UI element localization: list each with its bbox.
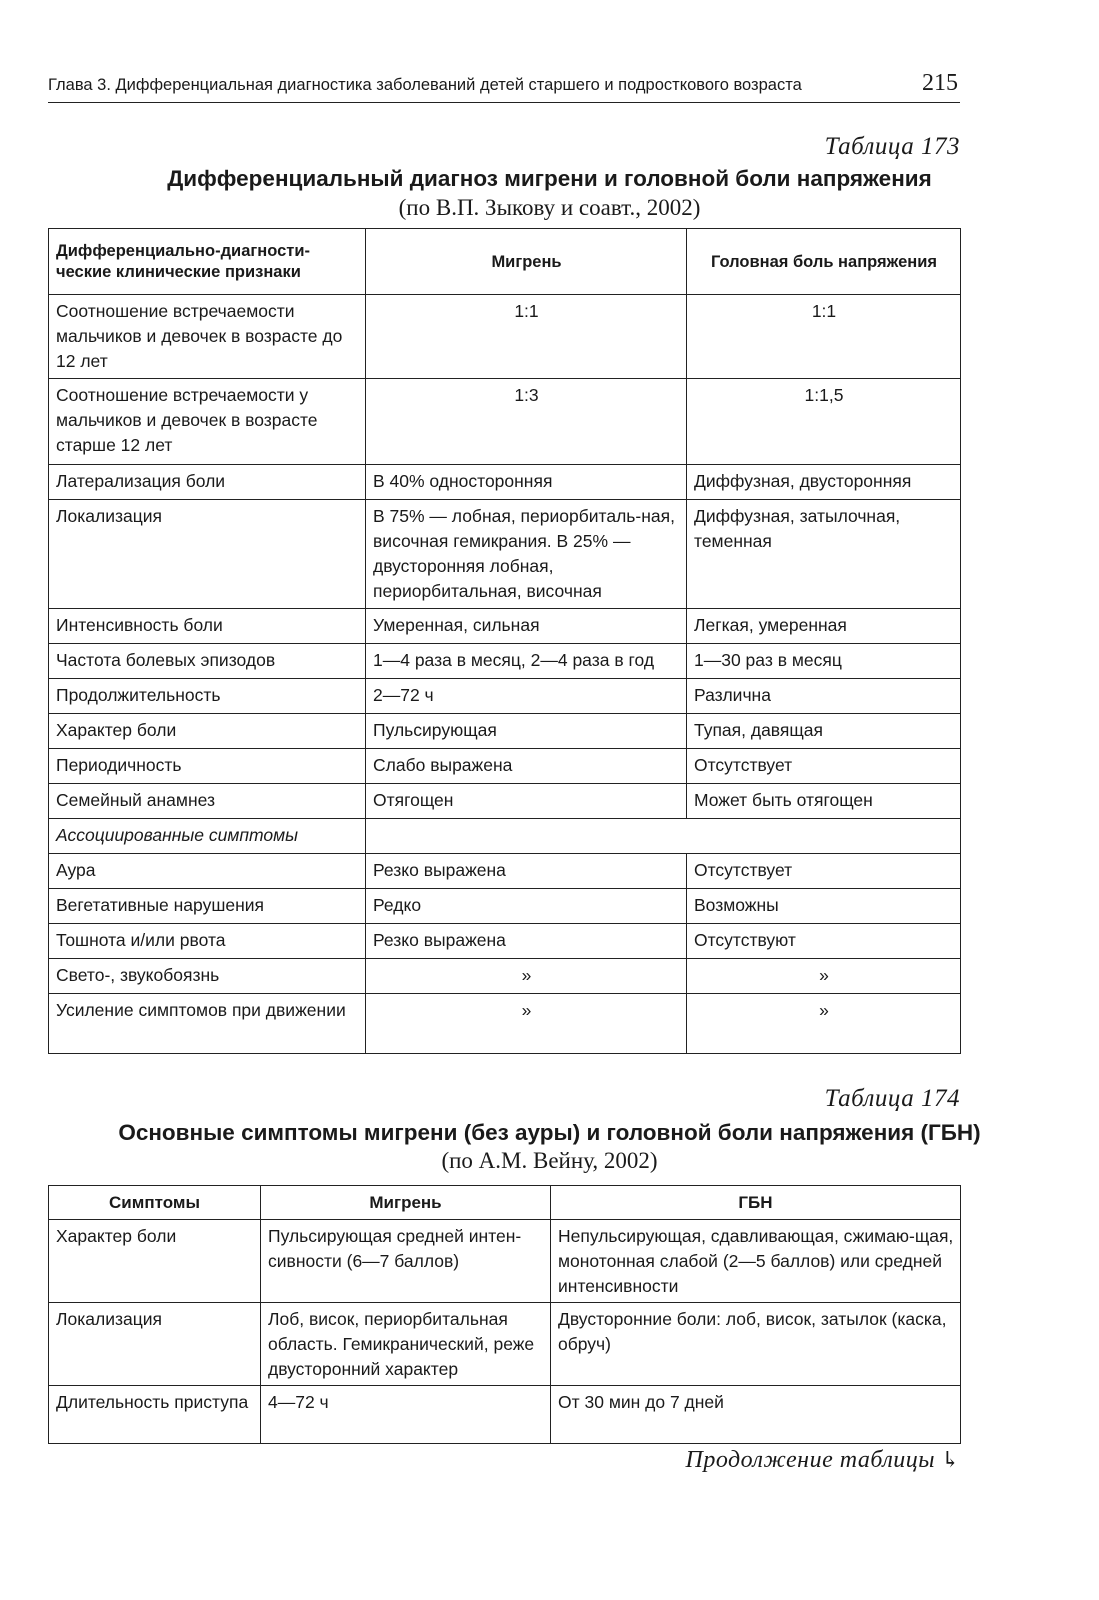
row-label: Частота болевых эпизодов <box>49 644 366 679</box>
row-label: Интенсивность боли <box>49 609 366 644</box>
tension-cell: Отсутствуют <box>687 924 961 959</box>
table-row <box>49 889 961 924</box>
migraine-cell: Резко выражена <box>366 924 687 959</box>
table-174-label: Таблица 174 <box>824 1085 960 1112</box>
table-header-row <box>49 1186 961 1220</box>
table-header-row <box>49 229 961 295</box>
column-header-tension-headache: Головная боль напряжения <box>687 229 961 295</box>
row-label: Характер боли <box>49 714 366 749</box>
row-label: Латерализация боли <box>49 465 366 500</box>
table-row <box>49 500 961 609</box>
tension-cell: 1—30 раз в месяц <box>687 644 961 679</box>
gbn-cell: От 30 мин до 7 дней <box>551 1386 961 1444</box>
migraine-cell: » <box>366 994 687 1054</box>
migraine-cell: 2—72 ч <box>366 679 687 714</box>
tension-cell: Тупая, давящая <box>687 714 961 749</box>
continuation-note <box>686 1447 961 1474</box>
row-label: Вегетативные нарушения <box>49 889 366 924</box>
row-label: Характер боли <box>49 1220 261 1303</box>
section-label: Ассоциированные симптомы <box>49 819 366 854</box>
continuation-text: Продолжение таблицы <box>685 1447 936 1473</box>
gbn-cell: Двусторонние боли: лоб, висок, затылок (каска, обруч) <box>551 1303 961 1386</box>
table-section-row <box>49 819 961 854</box>
table-row <box>49 465 961 500</box>
row-label: Периодичность <box>49 749 366 784</box>
row-label: Длительность приступа <box>49 1386 261 1444</box>
migraine-cell: Редко <box>366 889 687 924</box>
tension-cell: » <box>687 959 961 994</box>
table-row <box>49 609 961 644</box>
row-label: Локализация <box>49 500 366 609</box>
migraine-cell: Отягощен <box>366 784 687 819</box>
column-header-migraine: Мигрень <box>366 229 687 295</box>
row-label: Свето-, звукобоязнь <box>49 959 366 994</box>
row-label: Локализация <box>49 1303 261 1386</box>
tension-cell: 1:1,5 <box>687 379 961 465</box>
migraine-cell: 1:1 <box>366 295 687 379</box>
tension-cell: Отсутствует <box>687 854 961 889</box>
tension-cell: Диффузная, двусторонняя <box>687 465 961 500</box>
tension-cell: Отсутствует <box>687 749 961 784</box>
migraine-cell: » <box>366 959 687 994</box>
migraine-cell: Умеренная, сильная <box>366 609 687 644</box>
column-header-gbn: ГБН <box>551 1186 961 1220</box>
migraine-cell: В 75% — лобная, периорбиталь-ная, височная гемикрания. В 25% — двусторонняя лобная, периорбитальная, височная <box>366 500 687 609</box>
table-173-subtitle: (по В.П. Зыкову и соавт., 2002) <box>398 195 701 220</box>
table-row <box>49 924 961 959</box>
tension-cell: Может быть отягощен <box>687 784 961 819</box>
table-row <box>49 784 961 819</box>
migraine-cell: Пульсирующая средней интен-сивности (6—7 баллов) <box>261 1220 551 1303</box>
table-row <box>49 1220 961 1303</box>
column-header-symptoms: Симптомы <box>49 1186 261 1220</box>
table-row <box>49 749 961 784</box>
running-header <box>48 72 960 103</box>
table-174-subtitle: (по А.М. Вейну, 2002) <box>441 1148 658 1173</box>
table-row <box>49 959 961 994</box>
migraine-cell: В 40% односторонняя <box>366 465 687 500</box>
tension-cell: 1:1 <box>687 295 961 379</box>
row-label: Тошнота и/или рвота <box>49 924 366 959</box>
row-label: Семейный анамнез <box>49 784 366 819</box>
page-number: 215 <box>922 70 958 96</box>
column-header-signs: Дифференциально-диагности-ческие клинические признаки <box>49 229 366 295</box>
running-title: Глава 3. Дифференциальная диагностика заболеваний детей старшего и подросткового возраста <box>48 76 802 94</box>
tension-cell: Возможны <box>687 889 961 924</box>
table-174-title: Основные симптомы мигрени (без ауры) и головной боли напряжения (ГБН) <box>118 1120 981 1145</box>
table-row <box>49 379 961 465</box>
migraine-cell: Резко выражена <box>366 854 687 889</box>
table-row <box>49 854 961 889</box>
row-label: Аура <box>49 854 366 889</box>
tension-cell: Легкая, умеренная <box>687 609 961 644</box>
migraine-cell: 1—4 раза в месяц, 2—4 раза в год <box>366 644 687 679</box>
row-label: Соотношение встречаемости у мальчиков и девочек в возрасте старше 12 лет <box>49 379 366 465</box>
tension-cell: Различна <box>687 679 961 714</box>
migraine-cell: 1:3 <box>366 379 687 465</box>
tension-cell: » <box>687 994 961 1054</box>
row-label: Усиление симптомов при движении <box>49 994 366 1054</box>
table-173 <box>48 228 961 1054</box>
section-empty-cell <box>366 819 961 854</box>
table-row <box>49 679 961 714</box>
table-row <box>49 295 961 379</box>
migraine-cell: Лоб, висок, периорбитальная область. Гемикранический, реже двусторонний характер <box>261 1303 551 1386</box>
row-label: Соотношение встречаемости мальчиков и девочек в возрасте до 12 лет <box>49 295 366 379</box>
table-row <box>49 714 961 749</box>
migraine-cell: Пульсирующая <box>366 714 687 749</box>
arrow-turn-down-right-icon: ↳ <box>941 1447 960 1472</box>
migraine-cell: 4—72 ч <box>261 1386 551 1444</box>
migraine-cell: Слабо выражена <box>366 749 687 784</box>
table-row <box>49 994 961 1054</box>
table-173-label: Таблица 173 <box>824 133 960 160</box>
row-label: Продолжительность <box>49 679 366 714</box>
gbn-cell: Непульсирующая, сдавливающая, сжимаю-щая, монотонная слабой (2—5 баллов) или средней интенсивности <box>551 1220 961 1303</box>
column-header-migraine: Мигрень <box>261 1186 551 1220</box>
table-row <box>49 644 961 679</box>
table-173-title: Дифференциальный диагноз мигрени и головной боли напряжения <box>167 166 932 191</box>
table-row <box>49 1386 961 1444</box>
table-row <box>49 1303 961 1386</box>
tension-cell: Диффузная, затылочная, теменная <box>687 500 961 609</box>
table-174 <box>48 1185 961 1444</box>
